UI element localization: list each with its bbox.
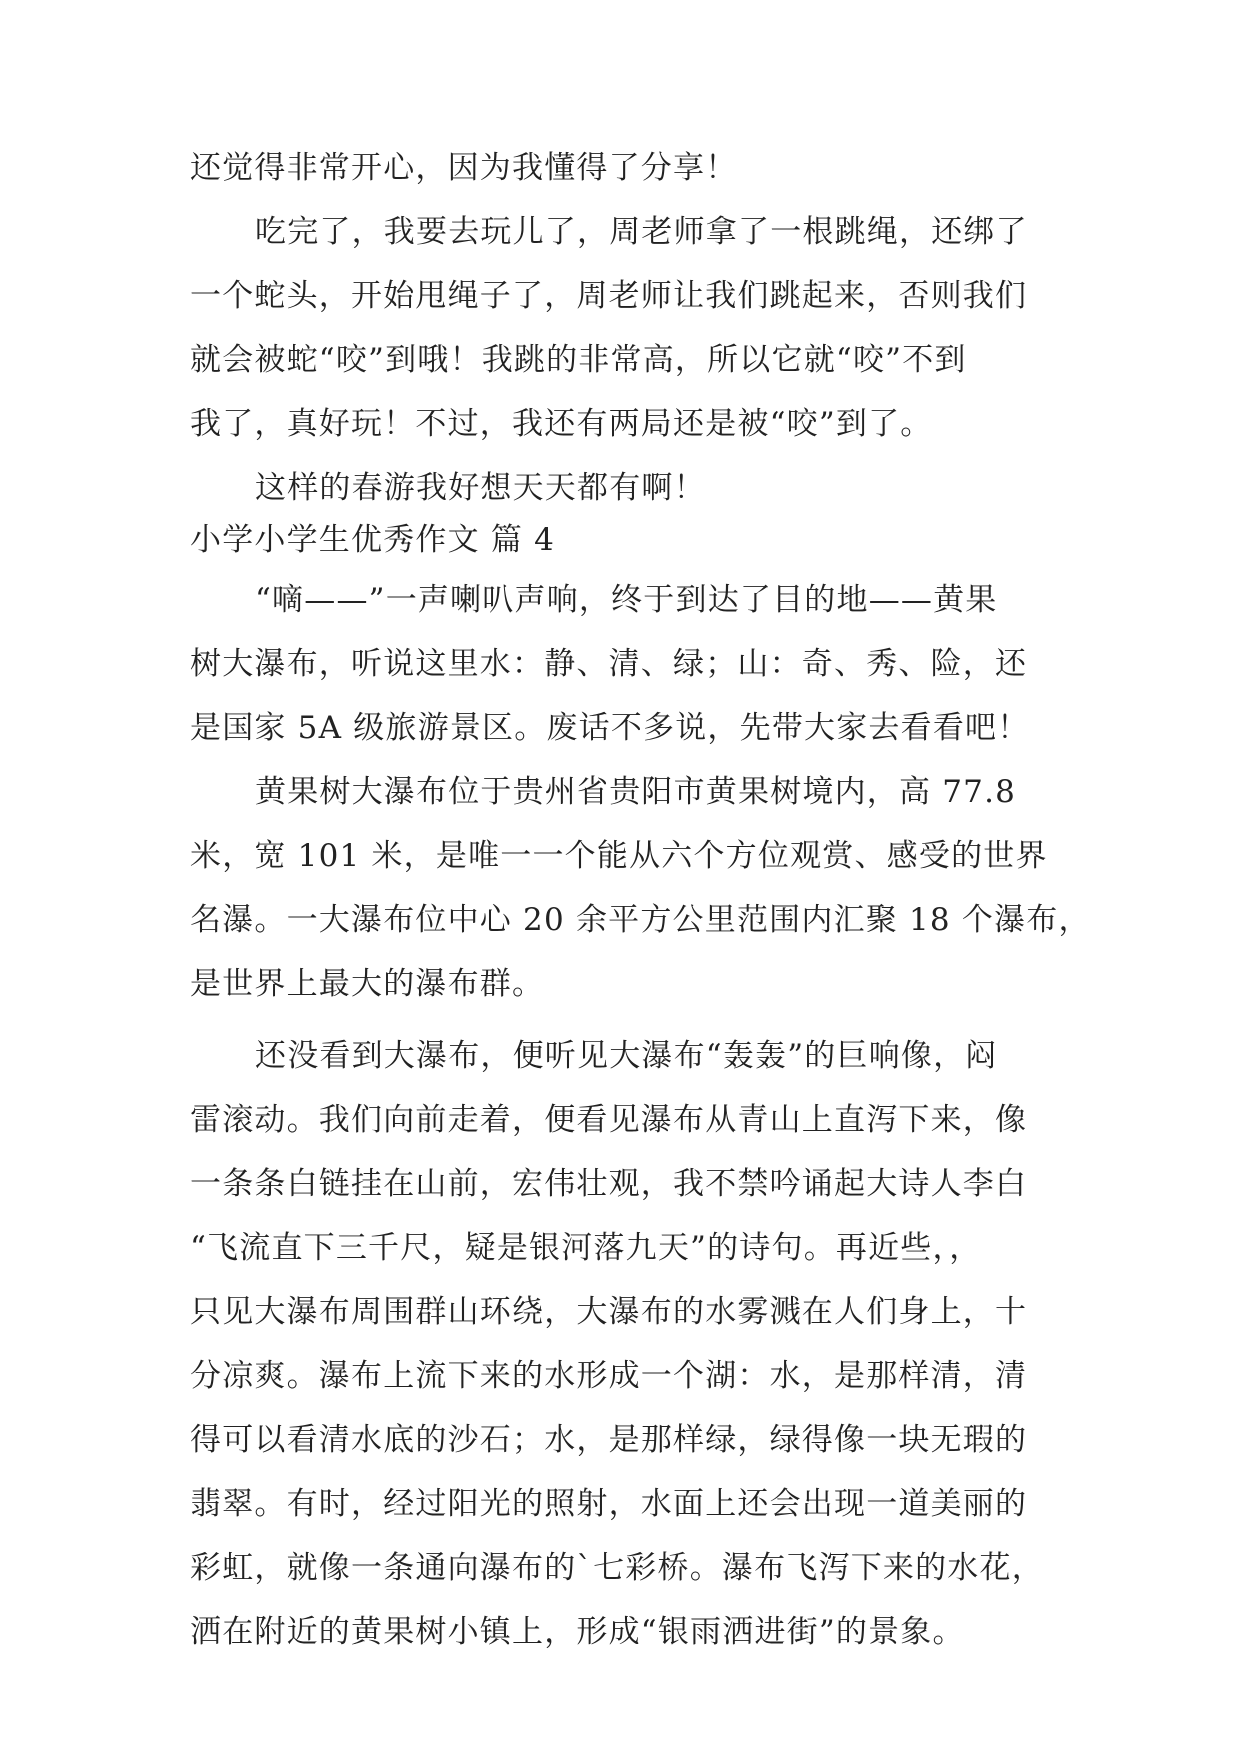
paragraph-line: 翡翠。有时，经过阳光的照射，水面上还会出现一道美丽的	[190, 1486, 1028, 1522]
paragraph-line: 名瀑。一大瀑布位中心 20 余平方公里范围内汇聚 18 个瀑布，	[190, 902, 1091, 938]
paragraph-line: “嘀——”一声喇叭声响，终于到达了目的地——黄果	[255, 582, 998, 618]
paragraph-line: 雷滚动。我们向前走着，便看见瀑布从青山上直泻下来，像	[190, 1102, 1028, 1138]
paragraph-line: 彩虹，就像一条通向瀑布的`七彩桥。瀑布飞泻下来的水花，	[190, 1550, 1044, 1586]
paragraph-line: 吃完了，我要去玩儿了，周老师拿了一根跳绳，还绑了	[255, 214, 1028, 250]
paragraph-line: 还觉得非常开心，因为我懂得了分享！	[190, 150, 738, 186]
paragraph-line: 就会被蛇“咬”到哦！我跳的非常高，所以它就“咬”不到	[190, 342, 967, 378]
paragraph-line: 洒在附近的黄果树小镇上，形成“银雨洒进街”的景象。	[190, 1614, 965, 1650]
paragraph-line: 分凉爽。瀑布上流下来的水形成一个湖：水，是那样清，清	[190, 1358, 1028, 1394]
paragraph-line: 我了，真好玩！不过，我还有两局还是被“咬”到了。	[190, 406, 933, 442]
paragraph-line: 还没看到大瀑布，便听见大瀑布“轰轰”的巨响像，闷	[255, 1038, 998, 1074]
paragraph-line: 得可以看清水底的沙石；水，是那样绿，绿得像一块无瑕的	[190, 1422, 1028, 1458]
paragraph-line: 是世界上最大的瀑布群。	[190, 966, 545, 1002]
paragraph-line: 米，宽 101 米，是唯一一个能从六个方位观赏、感受的世界	[190, 838, 1048, 874]
section-heading: 小学小学生优秀作文 篇 4	[190, 522, 556, 558]
paragraph-line: 这样的春游我好想天天都有啊！	[255, 470, 706, 506]
paragraph-line: 一条条白链挂在山前，宏伟壮观，我不禁吟诵起大诗人李白	[190, 1166, 1028, 1202]
paragraph-line: 黄果树大瀑布位于贵州省贵阳市黄果树境内，高 77.8	[255, 774, 1017, 810]
paragraph-line: 树大瀑布，听说这里水：静、清、绿；山：奇、秀、险，还	[190, 646, 1028, 682]
paragraph-line: 是国家 5A 级旅游景区。废话不多说，先带大家去看看吧！	[190, 710, 1030, 746]
paragraph-line: “飞流直下三千尺，疑是银河落九天”的诗句。再近些，，	[190, 1230, 982, 1266]
paragraph-line: 一个蛇头，开始甩绳子了，周老师让我们跳起来，否则我们	[190, 278, 1028, 314]
paragraph-line: 只见大瀑布周围群山环绕，大瀑布的水雾溅在人们身上，十	[190, 1294, 1028, 1330]
